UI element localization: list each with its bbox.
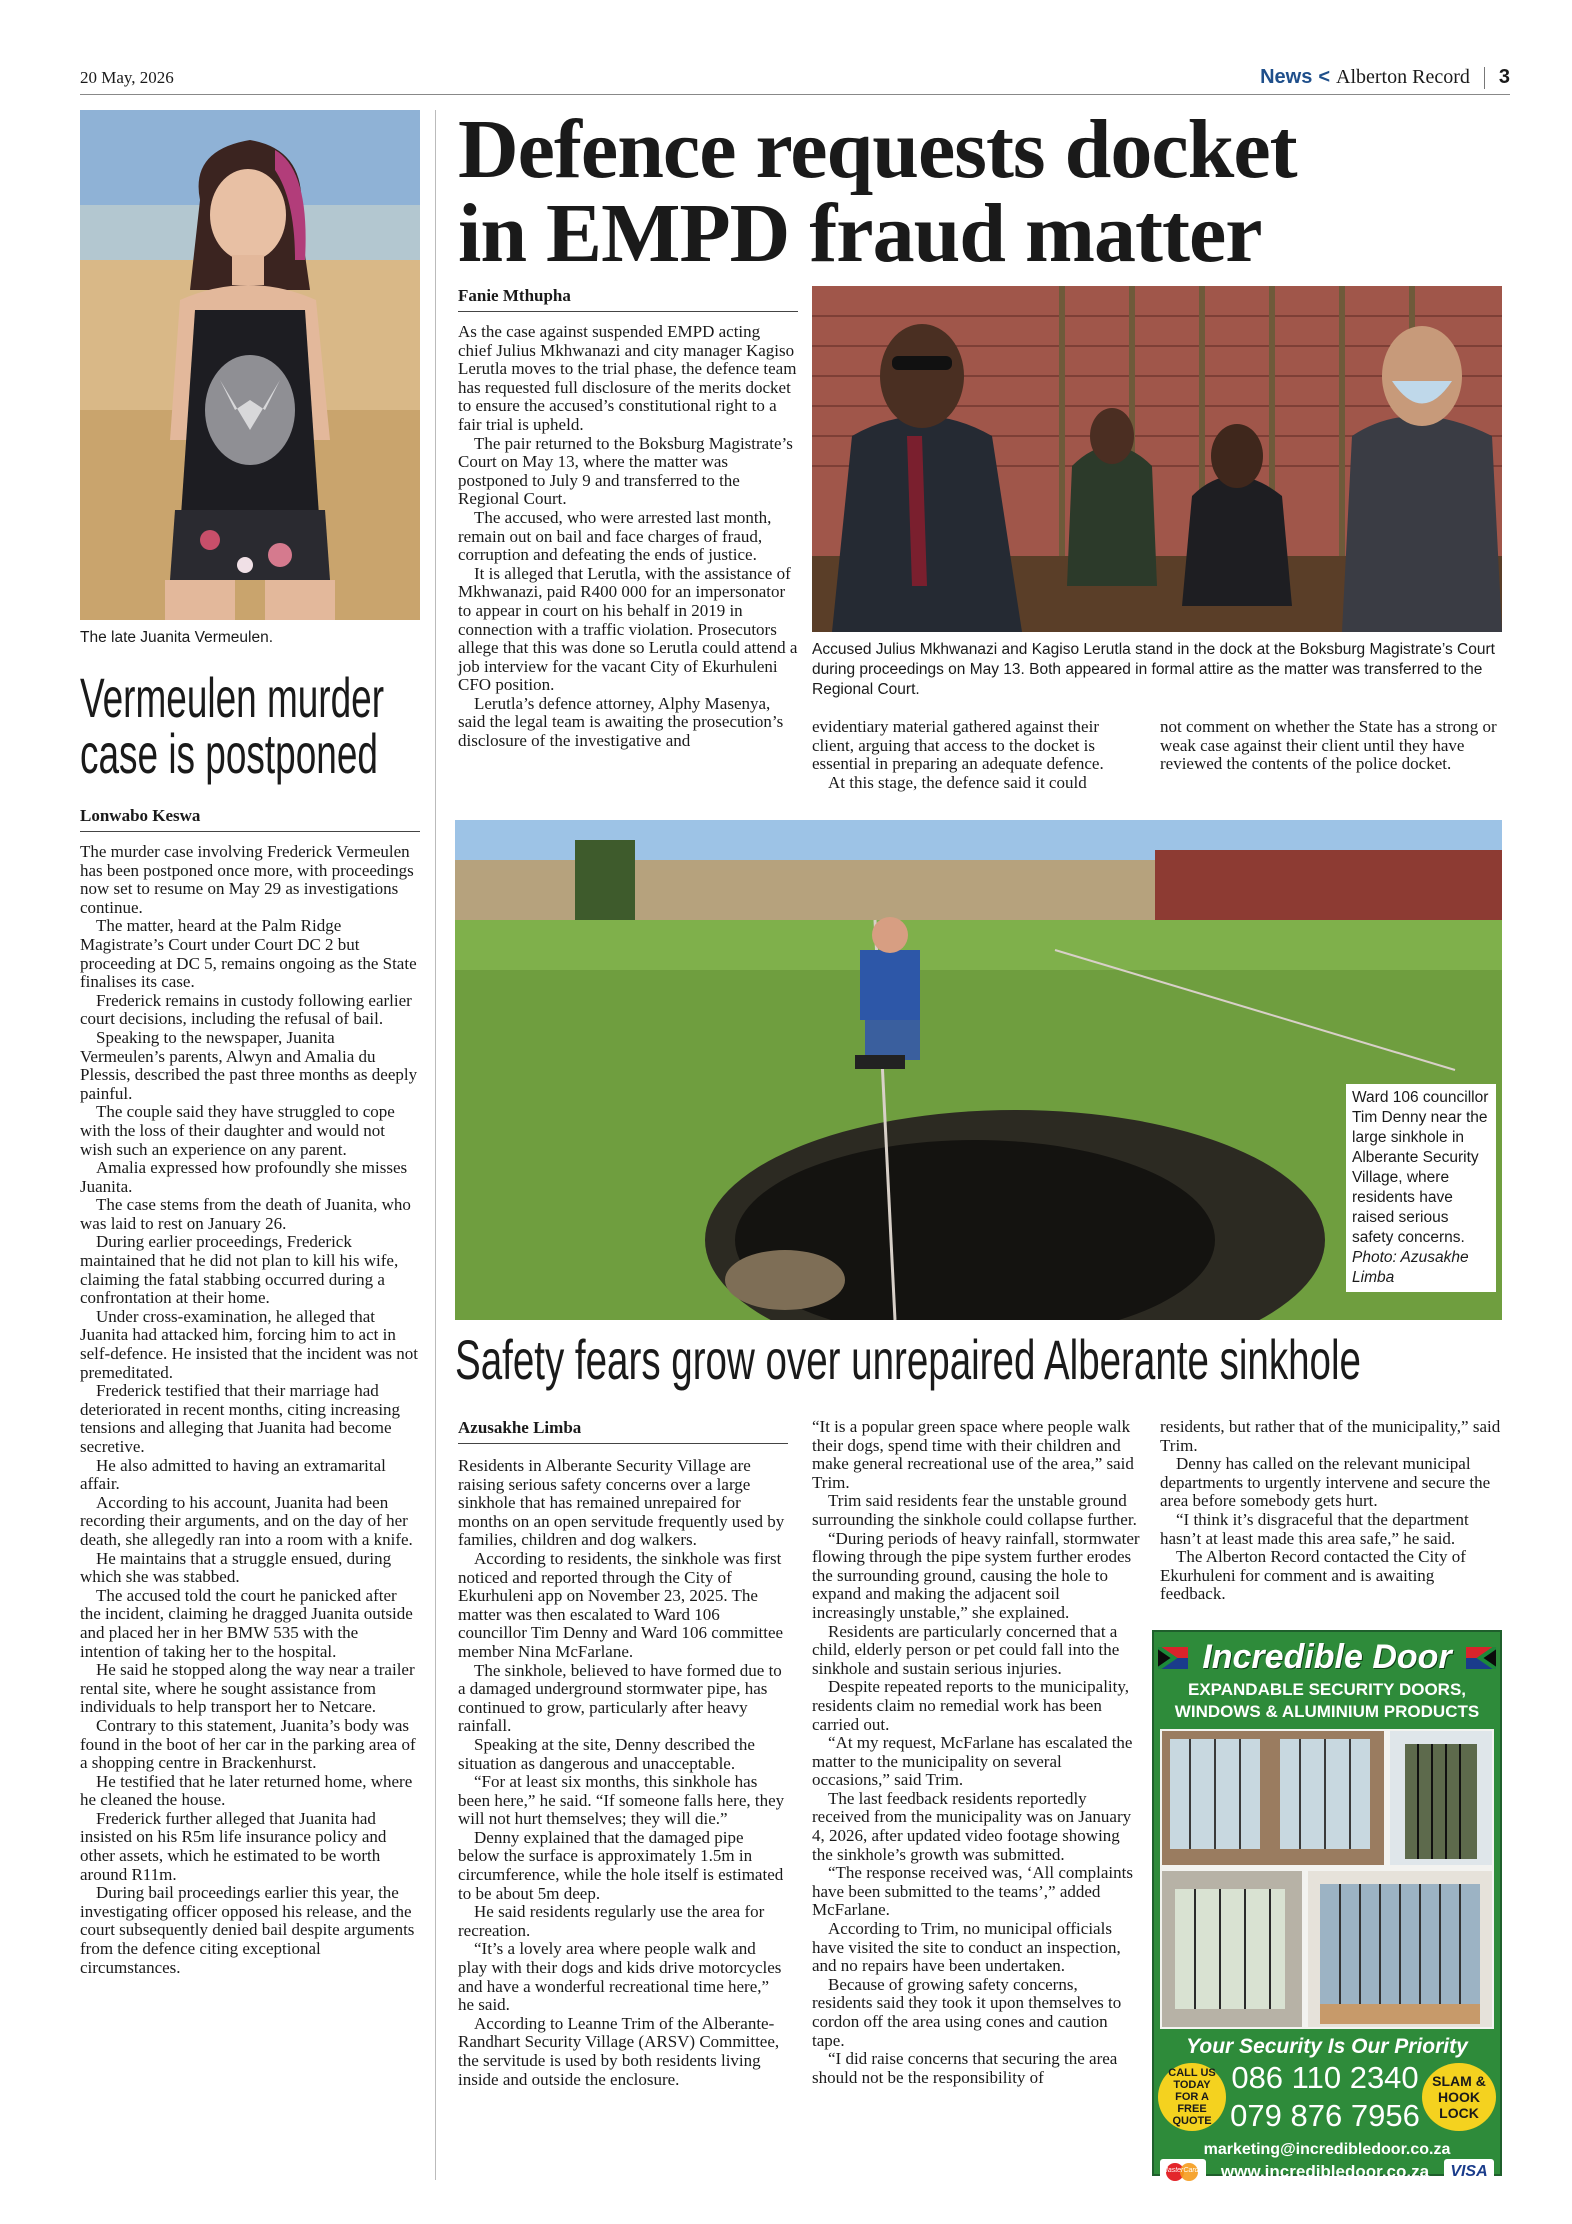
paragraph: not comment on whether the State has a strong or weak case against their client until they have reviewed the contents of the police docket. bbox=[1160, 717, 1497, 774]
byline-rule bbox=[458, 1443, 788, 1444]
court-photo bbox=[812, 286, 1502, 632]
paragraph: The murder case involving Frederick Vermeulen has been postponed once more, with proceedings now set to resume on May 29 as investigations continue. bbox=[80, 842, 414, 917]
paragraph: Speaking at the site, Denny described the situation as dangerous and unacceptable. bbox=[458, 1734, 755, 1773]
main-headline-line1: Defence requests docket bbox=[458, 103, 1297, 196]
paragraph: Lerutla’s defence attorney, Alphy Masenya, said the legal team is awaiting the prosecution’s disclosure of the investigative and bbox=[458, 693, 784, 751]
juanita-photo-caption: The late Juanita Vermeulen. bbox=[80, 629, 274, 646]
column-divider bbox=[435, 110, 436, 2180]
section-name[interactable]: News bbox=[1260, 66, 1313, 88]
sinkhole-photo-caption: Ward 106 councillor Tim Denny near the large sinkhole in Alberante Security Village, where residents have raised serious safety concerns. bbox=[1352, 1089, 1489, 1246]
sinkhole-headline: Safety fears grow over unrepaired Alberante sinkhole bbox=[455, 1328, 1361, 1391]
paragraph: “At my request, McFarlane has escalated the matter to the municipality on several occasions,” said Trim. bbox=[812, 1733, 1133, 1790]
paragraph: The last feedback residents reportedly received from the municipality was on January 4, 2026, after updated video footage showing the sinkhole’s growth was submitted. bbox=[812, 1788, 1132, 1864]
advert-tagline: EXPANDABLE SECURITY DOORS, WINDOWS & ALUMINIUM PRODUCTS bbox=[1174, 1680, 1480, 1721]
paragraph: “I did raise concerns that securing the area should not be the responsibility of bbox=[812, 2049, 1118, 2087]
advert-website[interactable]: www.incredibledoor.co.za bbox=[1220, 2162, 1430, 2181]
paragraph: “The response received was, ‘All complaints have been submitted to the teams’,” added McFarlane. bbox=[812, 1863, 1133, 1920]
paragraph: The case stems from the death of Juanita, who was laid to rest on January 26. bbox=[80, 1195, 411, 1233]
main-story-column-3 bbox=[1160, 718, 1502, 774]
main-byline: Fanie Mthupha bbox=[458, 286, 571, 305]
sinkhole-column-2 bbox=[812, 1418, 1142, 2087]
paragraph: The accused, who were arrested last month, remain out on bail and face charges of fraud, corruption and defeating the ends of justice. bbox=[458, 507, 772, 565]
paragraph: It is alleged that Lerutla, with the assistance of Mkhwanazi, paid R400 000 for an impersonator to appear in court on his behalf in 2019 in connection with a traffic violation. Prosecutors allege that this was done so Lerutla could attend a job interview for the vacant City of Ekurhuleni CFO position. bbox=[458, 563, 798, 695]
phone-number-1[interactable]: 086 110 2340 bbox=[1231, 2060, 1419, 2095]
phone-number-2[interactable]: 079 876 7956 bbox=[1230, 2098, 1420, 2133]
paragraph: Amalia expressed how profoundly she misses Juanita. bbox=[80, 1158, 408, 1196]
paragraph: He said residents regularly use the area for recreation. bbox=[458, 1902, 765, 1940]
court-photo-caption: Accused Julius Mkhwanazi and Kagiso Lerutla stand in the dock at the Boksburg Magistrate’s Court during proceedings on May 13. Both appeared in formal attire as the matter was transferred to the Regional Court. bbox=[812, 641, 1495, 698]
phone-numbers bbox=[1230, 2059, 1420, 2135]
visa-icon: VISA bbox=[1444, 2159, 1494, 2185]
paragraph: During earlier proceedings, Frederick maintained that he did not plan to kill his wife, claiming the fatal stabbing occurred during a confrontation at their home. bbox=[80, 1232, 399, 1308]
paragraph: He said he stopped along the way near a trailer rental site, where he sought assistance from individuals to help transport her to Netcare. bbox=[80, 1660, 415, 1717]
sa-flag-icon bbox=[1158, 1647, 1188, 1669]
header-rule bbox=[80, 94, 1510, 95]
paragraph: According to Trim, no municipal officials have visited the site to conduct an inspection, and no repairs have been undertaken. bbox=[812, 1919, 1121, 1976]
paragraph: The sinkhole, believed to have formed due to a damaged underground stormwater pipe, has continued to grow, particularly after heavy rainfall. bbox=[458, 1660, 782, 1736]
left-headline-line1: Vermeulen murder bbox=[80, 666, 385, 729]
call-us-badge: CALL US TODAY FOR A FREE QUOTE bbox=[1158, 2063, 1226, 2131]
paragraph: He testified that he later returned home, where he cleaned the house. bbox=[80, 1771, 413, 1810]
paragraph: Residents in Alberante Security Village are raising serious safety concerns over a large sinkhole that has remained unrepaired for months on an open servitude frequently used by families, children and dog walkers. bbox=[458, 1456, 785, 1550]
incredible-door-advert[interactable] bbox=[1152, 1630, 1502, 2181]
paragraph: Under cross-examination, he alleged that Juanita had attacked him, forcing him to act in self-defence. He insisted that the incident was not premeditated. bbox=[80, 1306, 418, 1382]
paragraph: According to Leanne Trim of the Alberante-Randhart Security Village (ARSV) Committee, the servitude is used by both residents living inside and outside the enclosure. bbox=[458, 2013, 780, 2089]
advert-email[interactable]: marketing@incredibledoor.co.za bbox=[1203, 2141, 1451, 2158]
paragraph: Speaking to the newspaper, Juanita Vermeulen’s parents, Alwyn and Amalia du Plessis, described the past three months as deeply painful. bbox=[80, 1027, 418, 1103]
advert-phone-block bbox=[1154, 2059, 1500, 2141]
paragraph: “For at least six months, this sinkhole has been here,” he said. “If someone falls here, they will not hurt themselves; they will die.” bbox=[458, 1772, 785, 1829]
paragraph: residents, but rather that of the municipality,” said Trim. bbox=[1160, 1417, 1501, 1455]
paragraph: Contrary to this statement, Juanita’s body was found in the boot of her car in the parking area of a shopping centre in Brackenhurst. bbox=[80, 1715, 416, 1773]
paragraph: At this stage, the defence said it could bbox=[828, 772, 1087, 792]
security-door-photos bbox=[1160, 1729, 1494, 2029]
paragraph: evidentiary material gathered against their client, arguing that access to the docket is essential in preparing an adequate defence. bbox=[812, 717, 1104, 774]
byline-rule bbox=[80, 831, 420, 832]
page-number: 3 bbox=[1498, 66, 1510, 88]
header-divider bbox=[1484, 67, 1485, 89]
advert-brand: Incredible Door bbox=[1202, 1638, 1452, 1676]
main-story-column-1 bbox=[458, 323, 798, 751]
byline-rule bbox=[458, 311, 798, 312]
paragraph: He also admitted to having an extramarital affair. bbox=[80, 1455, 386, 1494]
paragraph: “During periods of heavy rainfall, stormwater flowing through the pipe system further erodes the surrounding ground, causing the hole to expand and making the adjacent soil increasingly unstable,” she explained. bbox=[812, 1528, 1140, 1622]
mastercard-icon bbox=[1160, 2159, 1206, 2185]
mastercard-label: MasterCard bbox=[1162, 2167, 1199, 2174]
paragraph: Because of growing safety concerns, residents said they took it upon themselves to cordon off the area using cones and caution tape. bbox=[812, 1974, 1122, 2050]
paragraph: The Alberton Record contacted the City of Ekurhuleni for comment and is awaiting feedback. bbox=[1160, 1547, 1466, 1604]
sinkhole-photo bbox=[455, 820, 1502, 1320]
advert-priority: Your Security Is Our Priority bbox=[1186, 2035, 1468, 2058]
paragraph: As the case against suspended EMPD acting chief Julius Mkhwanazi and city manager Kagiso Lerutla moves to the trial phase, the defence team has requested full disclosure of the merits docket to ensure the accused’s constitutional right to a fair trial is upheld. bbox=[458, 322, 797, 434]
sa-flag-icon bbox=[1466, 1647, 1496, 1669]
paragraph: Frederick testified that their marriage had deteriorated in recent months, citing increasing tensions and alleging that Juanita had become secretive. bbox=[80, 1381, 401, 1456]
paragraph: The pair returned to the Boksburg Magistrate’s Court on May 13, where the matter was postponed to July 9 and transferred to the Regional Court. bbox=[458, 433, 793, 509]
sinkhole-photo-credit: Photo: Azusakhe Limba bbox=[1352, 1249, 1469, 1286]
paragraph: “It is a popular green space where people walk their dogs, spend time with their children and make general recreational use of the area,” said Trim. bbox=[812, 1417, 1134, 1492]
paragraph: During bail proceedings earlier this year, the investigating officer opposed his release, and the court subsequently denied bail despite arguments from the defence citing exceptional circumstances. bbox=[80, 1883, 415, 1977]
main-story-column-2 bbox=[812, 718, 1142, 792]
advert-title-row bbox=[1154, 1632, 1500, 1677]
paragraph: According to residents, the sinkhole was first noticed and reported through the City of Ekurhuleni app on November 23, 2025. The matter was then escalated to Ward 106 councillor Tim Denny and Ward 106 committee member Nina McFarlane. bbox=[458, 1548, 784, 1661]
main-headline-line2: in EMPD fraud matter bbox=[458, 187, 1262, 280]
paragraph: The matter, heard at the Palm Ridge Magistrate’s Court under Court DC 2 but proceeding at DC 5, remains ongoing as the State finalises its case. bbox=[80, 916, 417, 992]
paragraph: He maintains that a struggle ensued, during which she was stabbed. bbox=[80, 1548, 392, 1587]
juanita-photo bbox=[80, 110, 420, 620]
left-headline bbox=[80, 666, 423, 785]
publication-name: Alberton Record bbox=[1336, 66, 1470, 88]
paragraph: “I think it’s disgraceful that the department hasn’t at least made this area safe,” he said. bbox=[1160, 1509, 1469, 1548]
paragraph: Frederick further alleged that Juanita had insisted on his R5m life insurance policy and other assets, which he estimated to be worth around R11m. bbox=[80, 1808, 387, 1884]
paragraph: Denny has called on the relevant municipal departments to urgently intervene and secure the area before somebody gets hurt. bbox=[1160, 1454, 1491, 1511]
advert-product-photos bbox=[1160, 1729, 1494, 2029]
left-byline: Lonwabo Keswa bbox=[80, 806, 201, 825]
chevron-left-icon: < bbox=[1318, 66, 1331, 88]
paragraph: Denny explained that the damaged pipe below the surface is approximately 1.5m in circumference, while the hole itself is estimated to be about 5m deep. bbox=[458, 1827, 784, 1903]
left-story-body bbox=[80, 843, 420, 1977]
paragraph: The accused told the court he panicked after the incident, claiming he dragged Juanita outside and placed her in her BMW 535 with the intention of taking her to the hospital. bbox=[80, 1585, 413, 1661]
left-headline-line2: case is postponed bbox=[80, 722, 378, 785]
sinkhole-byline: Azusakhe Limba bbox=[458, 1418, 582, 1437]
paragraph: The couple said they have struggled to cope with the loss of their daughter and would not wish such an experience on any parent. bbox=[80, 1102, 395, 1159]
lock-badge: SLAM & HOOK LOCK bbox=[1422, 2063, 1496, 2131]
paragraph: Despite repeated reports to the municipality, residents claim no remedial work has been carried out. bbox=[812, 1677, 1130, 1734]
sinkhole-column-1 bbox=[458, 1457, 788, 2089]
advert-background bbox=[1154, 1632, 1500, 2181]
sinkhole-photo-caption-box bbox=[1346, 1084, 1496, 1292]
sinkhole-column-3 bbox=[1160, 1418, 1502, 1604]
paragraph: “It’s a lovely area where people walk and play with their dogs and kids drive motorcycles and have a wonderful recreational time here,” he said. bbox=[458, 1939, 782, 2015]
paragraph: Trim said residents fear the unstable ground surrounding the sinkhole could collapse further. bbox=[812, 1491, 1137, 1529]
paragraph: According to his account, Juanita had been recording their arguments, and on the day of her death, she allegedly ran into a room with a knife. bbox=[80, 1492, 413, 1549]
advert-footer bbox=[1154, 2159, 1500, 2185]
paragraph: Residents are particularly concerned that a child, elderly person or pet could fall into the sinkhole and sustain serious injuries. bbox=[812, 1621, 1120, 1678]
section-header bbox=[1260, 66, 1510, 89]
issue-date: 20 May, 2026 bbox=[80, 68, 174, 87]
paragraph: Frederick remains in custody following earlier court decisions, including the refusal of bail. bbox=[80, 990, 412, 1029]
main-headline bbox=[458, 103, 1518, 280]
